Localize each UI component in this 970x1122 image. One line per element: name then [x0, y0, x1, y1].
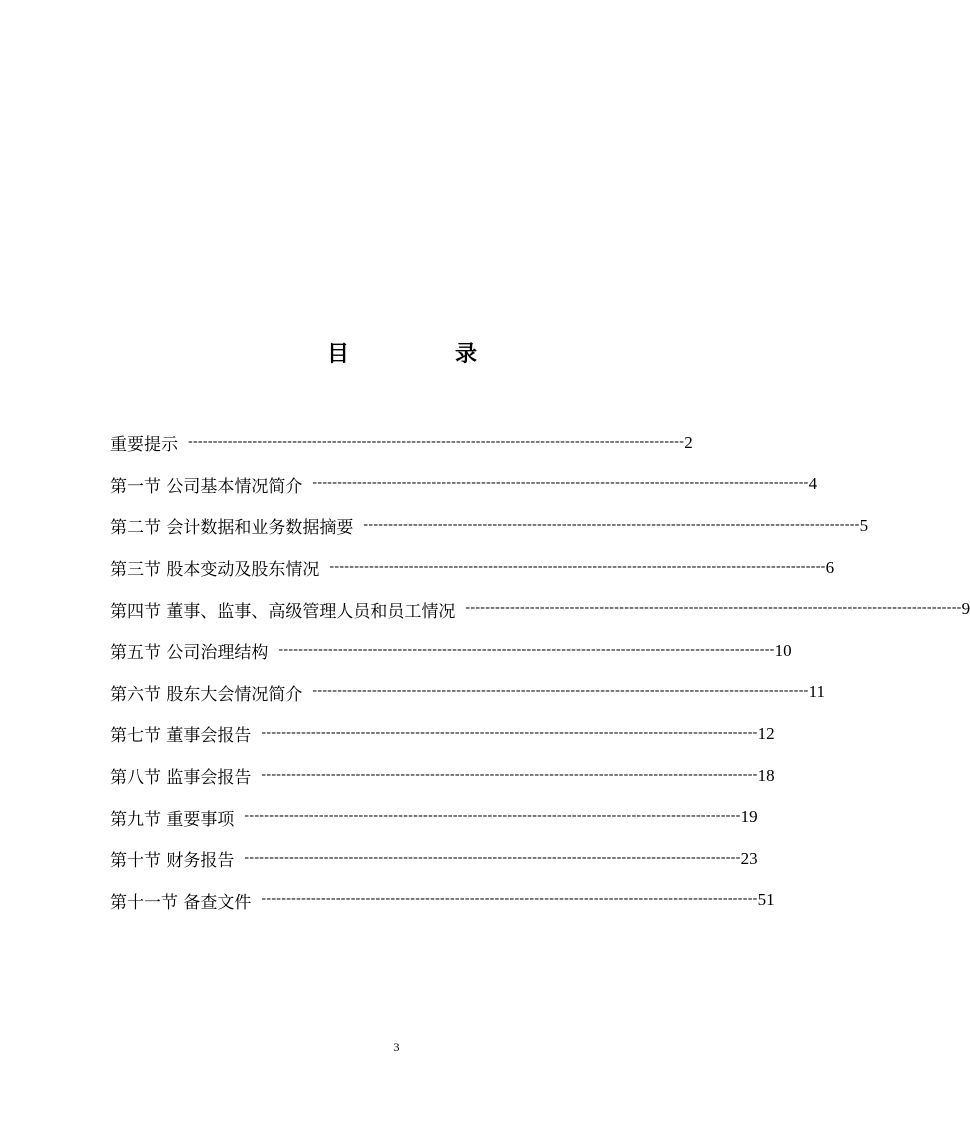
toc-entry-page: 6: [825, 557, 835, 577]
toc-entry-label: 第六节 股东大会情况简介: [110, 684, 303, 705]
toc-entry-section-9[interactable]: [110, 796, 758, 838]
toc-entry-section-6[interactable]: [110, 672, 825, 714]
page-number: 3: [393, 1040, 400, 1054]
toc-entry-label: 第二节 会计数据和业务数据摘要: [110, 518, 354, 539]
toc-entry-section-11[interactable]: [110, 880, 775, 922]
toc-leader-dots: ----------------------------------------------------------------------------------------------------: [261, 724, 758, 740]
toc-entry-label: 第九节 重要事项: [110, 809, 235, 830]
toc-entry-important-notice[interactable]: [110, 422, 693, 464]
toc-entry-section-1[interactable]: [110, 464, 818, 506]
toc-leader-dots: ----------------------------------------------------------------------------------------------------: [329, 558, 826, 574]
toc-entry-section-5[interactable]: [110, 630, 792, 672]
toc-entry-label: 第三节 股本变动及股东情况: [110, 560, 320, 581]
toc-entry-page: 12: [757, 723, 775, 743]
toc-leader-dots: ----------------------------------------------------------------------------------------------------: [363, 516, 860, 532]
toc-entry-page: 23: [740, 848, 758, 868]
toc-entry-label: 重要提示: [110, 435, 178, 456]
toc-leader-dots: ----------------------------------------------------------------------------------------------------: [244, 808, 741, 824]
toc-entry-page: 19: [740, 807, 758, 827]
toc-entry-label: 第七节 董事会报告: [110, 726, 252, 747]
title-char-mu: 目: [327, 342, 350, 367]
toc-entry-label: 第十一节 备查文件: [110, 892, 252, 913]
table-of-contents: [110, 422, 970, 921]
toc-entry-label: 第五节 公司治理结构: [110, 643, 269, 664]
toc-entry-label: 第四节 董事、监事、高级管理人员和员工情况: [110, 601, 456, 622]
toc-leader-dots: ----------------------------------------------------------------------------------------------------: [312, 475, 809, 491]
toc-entry-section-3[interactable]: [110, 547, 835, 589]
toc-entry-page: 5: [859, 515, 869, 535]
toc-entry-page: 11: [808, 682, 825, 702]
title-char-lu: 录: [455, 342, 478, 367]
toc-leader-dots: ----------------------------------------------------------------------------------------------------: [465, 600, 962, 616]
toc-entry-page: 9: [961, 599, 970, 619]
toc-leader-dots: ----------------------------------------------------------------------------------------------------: [312, 683, 809, 699]
toc-entry-label: 第八节 监事会报告: [110, 768, 252, 789]
toc-entry-label: 第一节 公司基本情况简介: [110, 476, 303, 497]
toc-entry-section-8[interactable]: [110, 755, 775, 797]
toc-entry-page: 4: [808, 474, 818, 494]
toc-entry-section-10[interactable]: [110, 838, 758, 880]
toc-leader-dots: ----------------------------------------------------------------------------------------------------: [188, 433, 685, 449]
toc-title: [0, 338, 793, 372]
toc-entry-page: 51: [757, 890, 775, 910]
toc-leader-dots: ----------------------------------------------------------------------------------------------------: [278, 641, 775, 657]
toc-entry-section-2[interactable]: [110, 505, 869, 547]
toc-entry-label: 第十节 财务报告: [110, 851, 235, 872]
toc-entry-section-7[interactable]: [110, 713, 775, 755]
toc-entry-page: 10: [774, 640, 792, 660]
toc-entry-page: 18: [757, 765, 775, 785]
toc-leader-dots: ----------------------------------------------------------------------------------------------------: [261, 766, 758, 782]
toc-leader-dots: ----------------------------------------------------------------------------------------------------: [244, 849, 741, 865]
toc-leader-dots: ----------------------------------------------------------------------------------------------------: [261, 891, 758, 907]
toc-entry-page: 2: [684, 432, 693, 452]
toc-entry-section-4[interactable]: [110, 588, 970, 630]
